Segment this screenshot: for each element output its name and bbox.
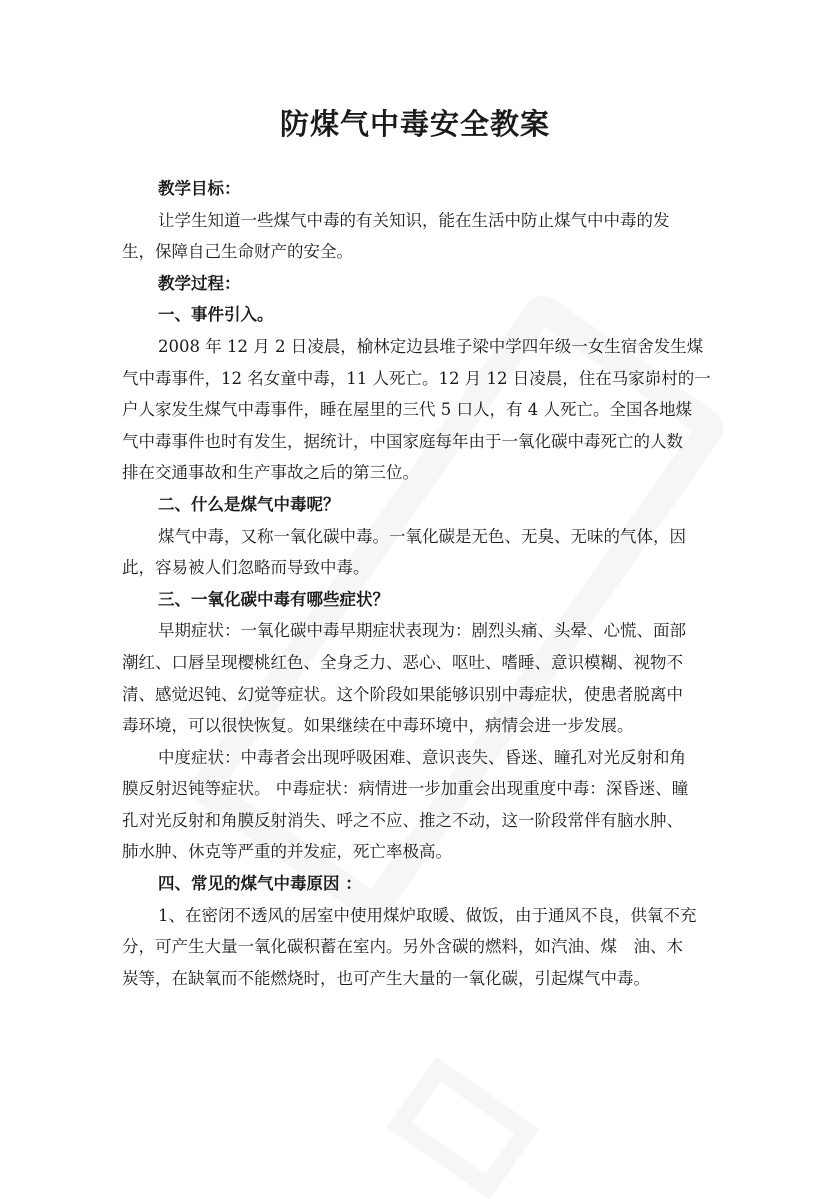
text-line: 肺水肿、休克等严重的并发症，死亡率极高。 [122,842,452,862]
document-title: 防煤气中毒安全教案 [279,107,550,141]
section-heading [122,268,722,300]
paragraph [122,900,722,995]
text-line: 孔对光反射和角膜反射消失、呼之不应、推之不动，这一阶段常伴有脑水肿、 [122,810,683,830]
text-line: 毒环境，可以很快恢复。如果继续在中毒环境中，病情会进一步发展。 [122,716,634,736]
text-line: 教学目标： [158,179,241,198]
paragraph [122,331,722,489]
section-heading [122,868,722,900]
text-line: 一、事件引入。 [158,305,274,325]
paragraph [122,521,722,584]
text-line: 1、在密闭不透风的居室中使用煤炉取暖、做饭，由于通风不良，供氧不充 [158,905,697,925]
text-line: 生，保障自己生命财产的安全。 [122,242,353,262]
text-line: 户人家发生煤气中毒事件，睡在屋里的三代 5 口人，有 4 人死亡。全国各地煤 [122,400,692,420]
text-line: 让学生知道一些煤气中毒的有关知识，能在生活中防止煤气中中毒的发 [158,210,670,230]
text-line: 此，容易被人们忽略而导致中毒。 [122,558,370,578]
text-line: 气中毒事件也时有发生，据统计，中国家庭每年由于一氧化碳中毒死亡的人数 [122,431,683,451]
text-line: 三、一氧化碳中毒有哪些症状？ [158,589,389,609]
text-line: 早期症状：一氧化碳中毒早期症状表现为：剧烈头痛、头晕、心慌、面部 [158,621,686,641]
text-line: 潮红、口唇呈现樱桃红色、全身乏力、恶心、呕吐、嗜睡、意识模糊、视物不 [122,652,683,672]
section-heading [122,489,722,521]
watermark [387,1057,540,1199]
text-line: 教学过程： [158,273,241,293]
text-line: 排在交通事故和生产事故之后的第三位。 [122,463,419,483]
section-heading [122,584,722,616]
text-line: 分，可产生大量一氧化碳积蓄在室内。另外含碳的燃料，如汽油、煤 油、木 [122,937,683,957]
text-line: 气中毒事件，12 名女童中毒，11 人死亡。12 月 12 日凌晨，住在马家峁村的一 [122,368,711,388]
document-body [122,173,722,994]
section-heading [122,173,722,205]
text-line: 中度症状：中毒者会出现呼吸困难、意识丧失、昏迷、瞳孔对光反射和角 [158,747,686,767]
text-line: 四、常见的煤气中毒原因 ： [158,874,362,894]
text-line: 2008 年 12 月 2 日凌晨，榆林定边县堆子梁中学四年级一女生宿舍发生煤 [158,336,704,356]
text-line: 炭等，在缺氧而不能燃烧时，也可产生大量的一氧化碳，引起煤气中毒。 [122,968,650,988]
text-line: 清、感觉迟钝、幻觉等症状。这个阶段如果能够识别中毒症状，使患者脱离中 [122,684,683,704]
paragraph [122,615,722,741]
section-heading [122,299,722,331]
paragraph [122,742,722,868]
text-line: 二、什么是煤气中毒呢？ [158,494,340,514]
text-line: 煤气中毒，又称一氧化碳中毒。一氧化碳是无色、无臭、无味的气体，因 [158,526,686,546]
paragraph [122,205,722,268]
text-line: 膜反射迟钝等症状。 中毒症状：病情进一步加重会出现重度中毒：深昏迷、瞳 [122,779,689,799]
